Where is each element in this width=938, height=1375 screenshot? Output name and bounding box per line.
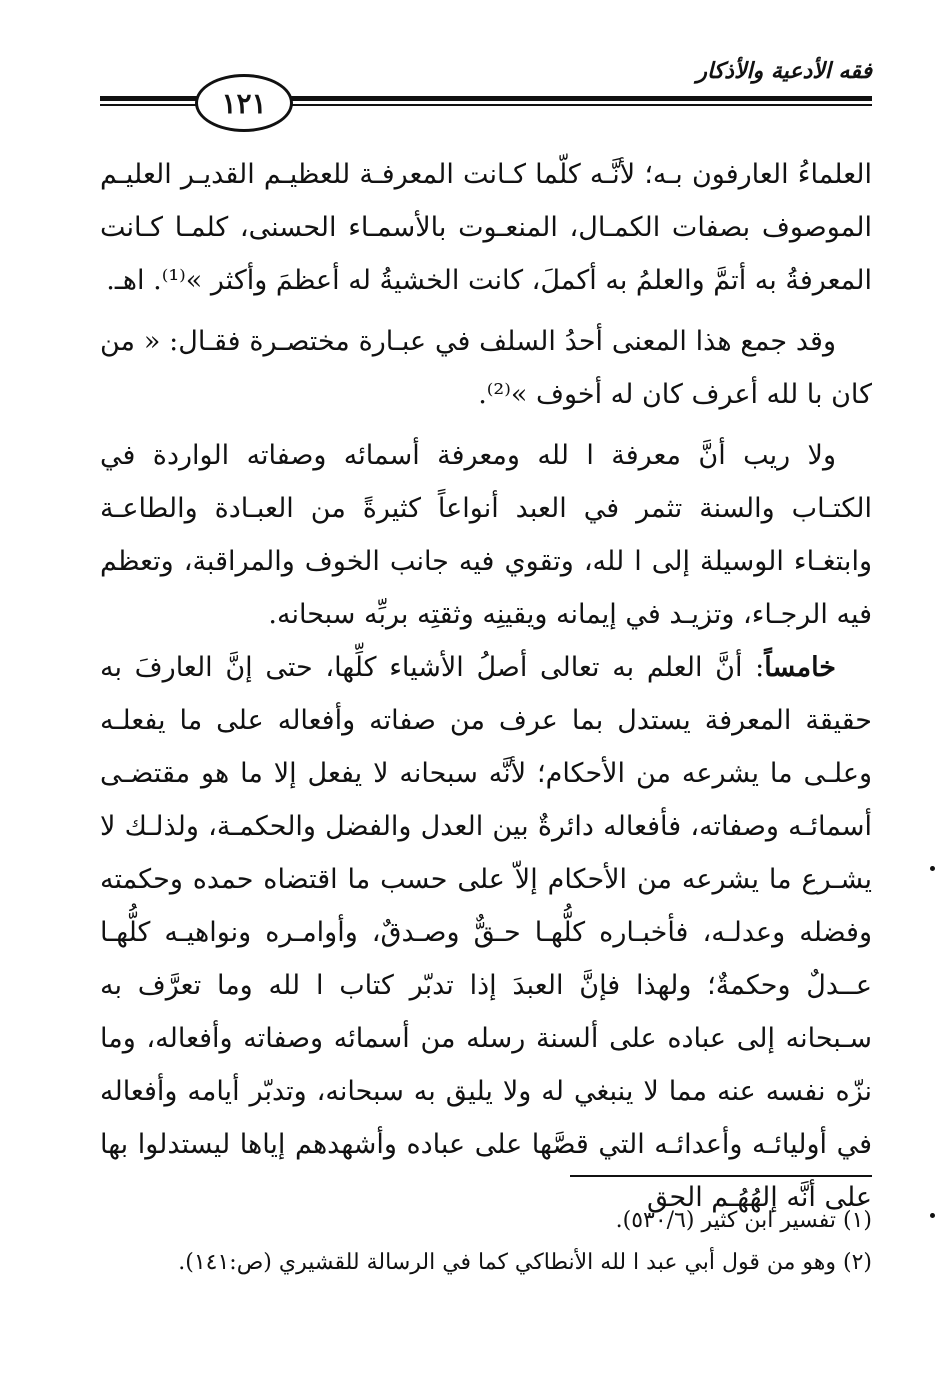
paragraph-4 xyxy=(100,641,872,1224)
scan-speck xyxy=(930,1213,935,1218)
paragraph-2: وقد جمع هذا المعنى أحدُ السلف في عبـارة مختصـرة فقـال: « من كان با لله أعرف كان له أخوف »⁽²⁾. xyxy=(100,326,872,410)
paragraph-1: العلماءُ العارفون بـه؛ لأنَّـه كلّما كـانت المعرفـة للعظيـم القديـر العليـم الموصوف بصفات الكمـال، المنعـوت بالأسمـاء الحسنى، كلمـا كـانت المعرفةُ به أتمَّ والعلمُ به أكملَ، كانت الخشيةُ له أعظمَ وأكثر »⁽¹⁾. اهـ. xyxy=(100,159,872,296)
paragraph-4-text: : أنَّ العلم به تعالى أصلُ الأشياء كلِّها، حتى إنَّ العارفَ به حقيقة المعرفة يستدل بما عرف من صفاته وأفعاله على ما يفعلـه وعلـى ما يشرعه من الأحكام؛ لأنَّه سبحانه لا يفعل إلا ما هو مقتضـى أسمائـه وصفاته، فأفعاله دائرةٌ بين العدل والفضل والحكمـة، ولذلـك لا يشـرع ما يشرعه من الأحكام إلاّ على حسب ما اقتضاه حمده وحكمته وفضله وعدلـه، فأخبـاره كلُّهـا حـقٌّ وصـدقٌ، وأوامـره ونواهيـه كلُّهـا عــدلٌ وحكمةٌ؛ ولهذا فإنَّ العبدَ إذا تدبّر كتاب ا لله وما تعرَّف به سـبحانه إلى عباده على ألسنة رسله من أسمائه وصفاته وأفعاله، وما نزّه نفسه عنه مما لا ينبغي له ولا يليق به سبحانه، وتدبّر أيامه وأفعاله في أوليائـه وأعدائـه التي قصَّها على عباده وأشهدهم إياها ليستدلوا بها على أنَّه إلهُهُـم الحق xyxy=(100,652,872,1213)
footnotes xyxy=(100,1200,872,1284)
scan-speck xyxy=(930,866,935,871)
footnote-1: (١) تفسير ابن كثير (٥٣٠/٦). xyxy=(615,1208,872,1233)
footnote-2: (٢) وهو من قول أبي عبد ا لله الأنطاكي كما في الرسالة للقشيري (ص:١٤١). xyxy=(178,1250,872,1275)
running-book-title: فقه الأدعية والأذكار xyxy=(696,58,872,84)
page-header xyxy=(100,52,872,132)
page-number-badge: ١٢١ xyxy=(195,74,293,132)
section-heading-fifth: خامساً xyxy=(764,652,836,683)
paragraph-3: ولا ريب أنَّ معرفة ا لله ومعرفة أسمائه وصفاته الواردة في الكتـاب والسنة تثمر في العبد أنواعاً كثيرةً من العبـادة والطاعـة وابتغـاء الوسيلة إلى ا لله، وتقوي فيه جانب الخوف والمراقبة، وتعظم فيه الرجـاء، وتزيـد في إيمانه ويقينِه وثقتِه بربِّه سبحانه. xyxy=(100,440,872,630)
main-text xyxy=(100,148,872,1224)
footnote-separator xyxy=(570,1175,872,1177)
